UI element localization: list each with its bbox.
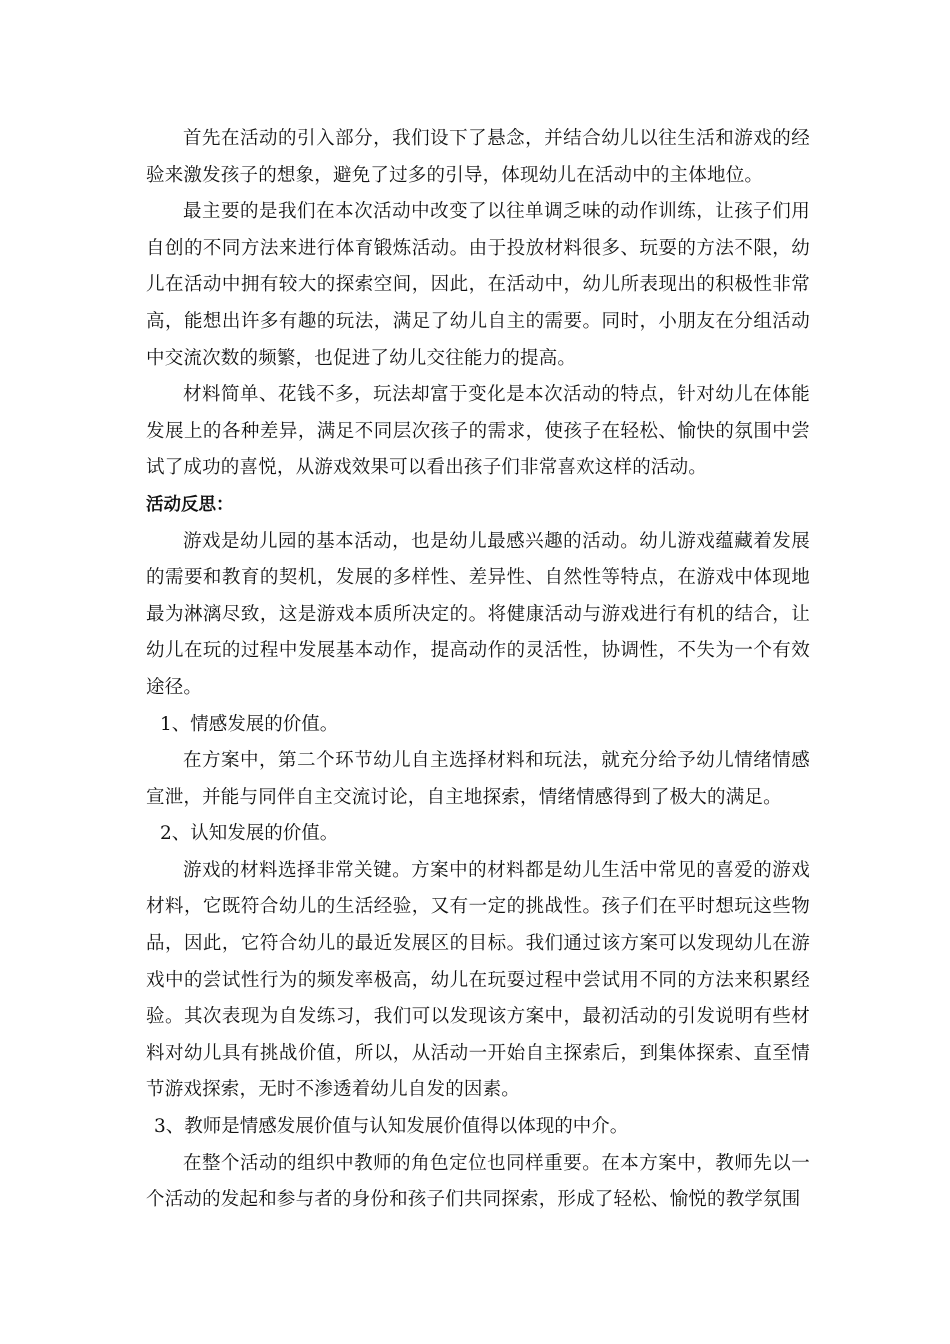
list-item-title-1: 1、情感发展的价值。 bbox=[160, 713, 339, 735]
list-item-body-3: 在整个活动的组织中教师的角色定位也同样重要。在本方案中，教师先以一个活动的发起和参与者的身份和孩子们共同探索，形成了轻松、愉悦的教学氛围 bbox=[146, 1152, 810, 1211]
section-heading-reflection: 活动反思： bbox=[146, 494, 234, 515]
document-page bbox=[146, 121, 810, 1219]
paragraph-introduction: 首先在活动的引入部分，我们设下了悬念，并结合幼儿以往生活和游戏的经验来激发孩子的想象，避免了过多的引导，体现幼儿在活动中的主体地位。 bbox=[146, 128, 810, 186]
list-item-title-2: 2、认知发展的价值。 bbox=[160, 823, 339, 845]
paragraph-materials: 材料简单、花钱不多，玩法却富于变化是本次活动的特点，针对幼儿在体能发展上的各种差异，满足不同层次孩子的需求，使孩子在轻松、愉快的氛围中尝试了成功的喜悦，从游戏效果可以看出孩子们非常喜欢这样的活动。 bbox=[146, 384, 810, 479]
paragraph-main-change: 最主要的是我们在本次活动中改变了以往单调乏味的动作训练，让孩子们用自创的不同方法来进行体育锻炼活动。由于投放材料很多、玩耍的方法不限，幼儿在活动中拥有较大的探索空间，因此，在活动中，幼儿所表现出的积极性非常高，能想出许多有趣的玩法，满足了幼儿自主的需要。同时，小朋友在分组活动中交流次数的频繁，也促进了幼儿交往能力的提高。 bbox=[146, 201, 810, 369]
list-item-body-1: 在方案中，第二个环节幼儿自主选择材料和玩法，就充分给予幼儿情绪情感宣泄，并能与同伴自主交流讨论，自主地探索，情绪情感得到了极大的满足。 bbox=[146, 750, 810, 808]
paragraph-reflection-intro: 游戏是幼儿园的基本活动，也是幼儿最感兴趣的活动。幼儿游戏蕴藏着发展的需要和教育的契机，发展的多样性、差异性、自然性等特点，在游戏中体现地最为淋漓尽致，这是游戏本质所决定的。将健康活动与游戏进行有机的结合，让幼儿在玩的过程中发展基本动作，提高动作的灵活性，协调性，不失为一个有效途径。 bbox=[146, 530, 810, 698]
list-item-title-3: 3、教师是情感发展价值与认知发展价值得以体现的中介。 bbox=[154, 1116, 629, 1138]
list-item-body-2: 游戏的材料选择非常关键。方案中的材料都是幼儿生活中常见的喜爱的游戏材料，它既符合幼儿的生活经验，又有一定的挑战性。孩子们在平时想玩这些物品，因此，它符合幼儿的最近发展区的目标。我们通过该方案可以发现幼儿在游戏中的尝试性行为的频发率极高，幼儿在玩耍过程中尝试用不同的方法来积累经验。其次表现为自发练习，我们可以发现该方案中，最初活动的引发说明有些材料对幼儿具有挑战价值，所以，从活动一开始自主探索后，到集体探索、直至情节游戏探索，无时不渗透着幼儿自发的因素。 bbox=[146, 859, 810, 1101]
